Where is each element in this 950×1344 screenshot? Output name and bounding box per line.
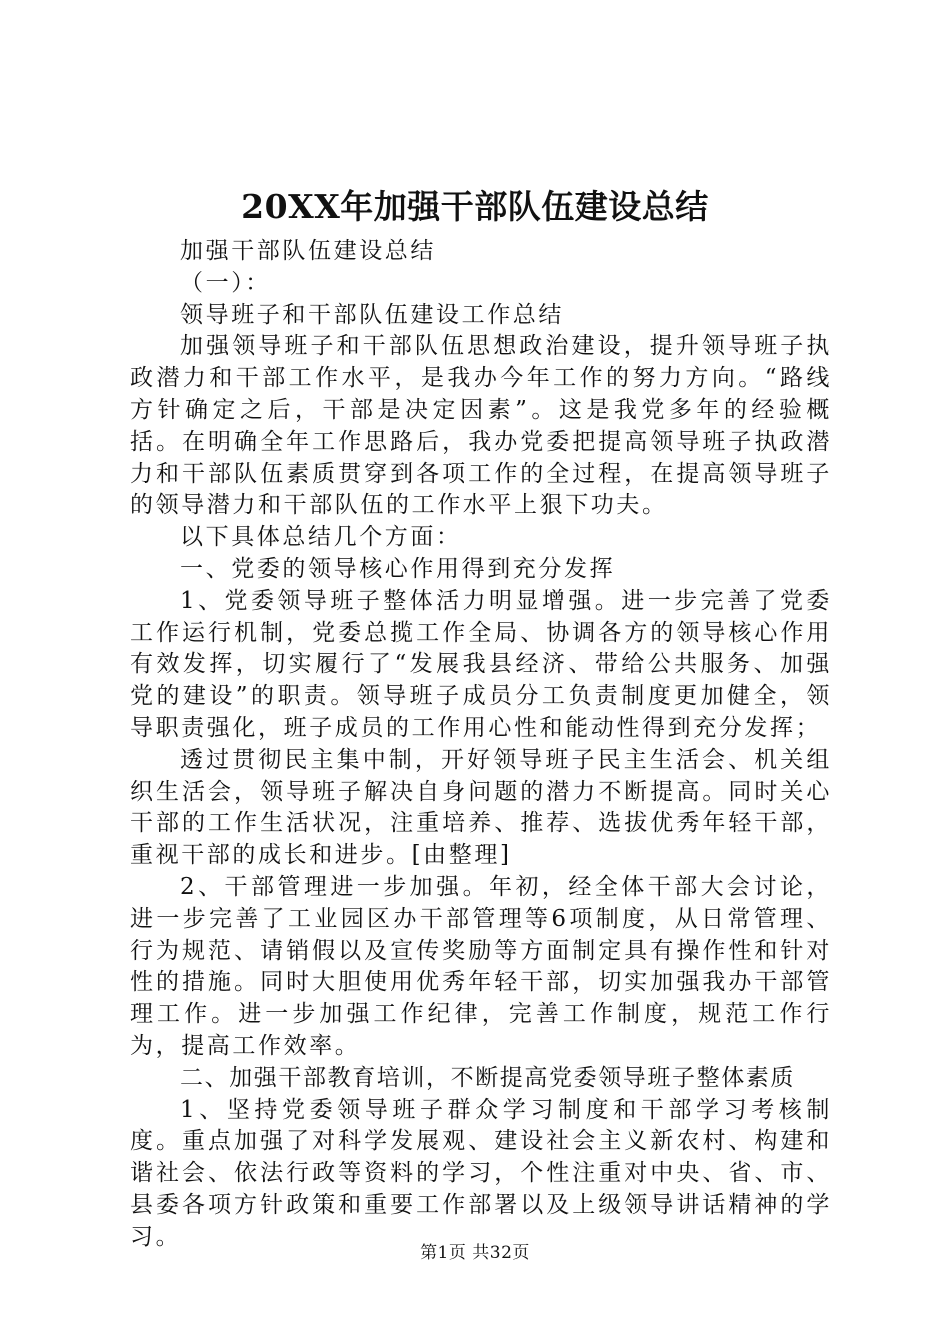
page-footer: 第1页 共32页	[420, 1243, 530, 1263]
body-paragraph: 以下具体总结几个方面：	[180, 524, 462, 551]
subtitle-paragraph: 加强干部队伍建设总结	[180, 238, 436, 264]
document-title: 20XX年加强干部队伍建设总结	[241, 187, 709, 226]
heading-paragraph: 二、加强干部教育培训，不断提高党委领导班子整体素质	[180, 1064, 795, 1091]
body-paragraph: 2、干部管理进一步加强。年初，经全体干部大会讨论，进一步完善了工业园区办干部管理等6项制度，从日常管理、行为规范、请销假以及宣传奖励等方面制定具有操作性和针对性的措施。同时大胆使用优秀年轻干部，切实加强我办干部管理工作。进一步加强工作纪律，完善工作制度，规范工作行为，提高工作效率。	[130, 873, 832, 1059]
body-paragraph: 1、党委领导班子整体活力明显增强。进一步完善了党委工作运行机制，党委总揽工作全局、协调各方的领导核心作用有效发挥，切实履行了“发展我县经济、带给公共服务、加强党的建设”的职责。领导班子成员分工负责制度更加健全，领导职责强化，班子成员的工作用心性和能动性得到充分发挥；	[130, 587, 832, 741]
heading-paragraph: 一、党委的领导核心作用得到充分发挥	[180, 555, 616, 582]
body-paragraph: 1、坚持党委领导班子群众学习制度和干部学习考核制度。重点加强了对科学发展观、建设社会主义新农村、构建和谐社会、依法行政等资料的学习，个性注重对中央、省、市、县委各项方针政策和重要工作部署以及上级领导讲话精神的学习。	[130, 1096, 832, 1250]
section-heading-paragraph: 领导班子和干部队伍建设工作总结	[180, 301, 564, 328]
document-body	[130, 236, 832, 1254]
body-paragraph: 透过贯彻民主集中制，开好领导班子民主生活会、机关组织生活会，领导班子解决自身问题的潜力不断提高。同时关心干部的工作生活状况，注重培养、推荐、选拔优秀年轻干部，重视干部的成长和进步。[由整理]	[130, 746, 832, 869]
body-paragraph: 加强领导班子和干部队伍思想政治建设，提升领导班子执政潜力和干部工作水平，是我办今年工作的努力方向。“路线方针确定之后，干部是决定因素”。这是我党多年的经验概括。在明确全年工作思路后，我办党委把提高领导班子执政潜力和干部队伍素质贯穿到各项工作的全过程，在提高领导班子的领导潜力和干部队伍的工作水平上狠下功夫。	[130, 333, 832, 519]
section-number-paragraph: （一）：	[180, 269, 271, 296]
